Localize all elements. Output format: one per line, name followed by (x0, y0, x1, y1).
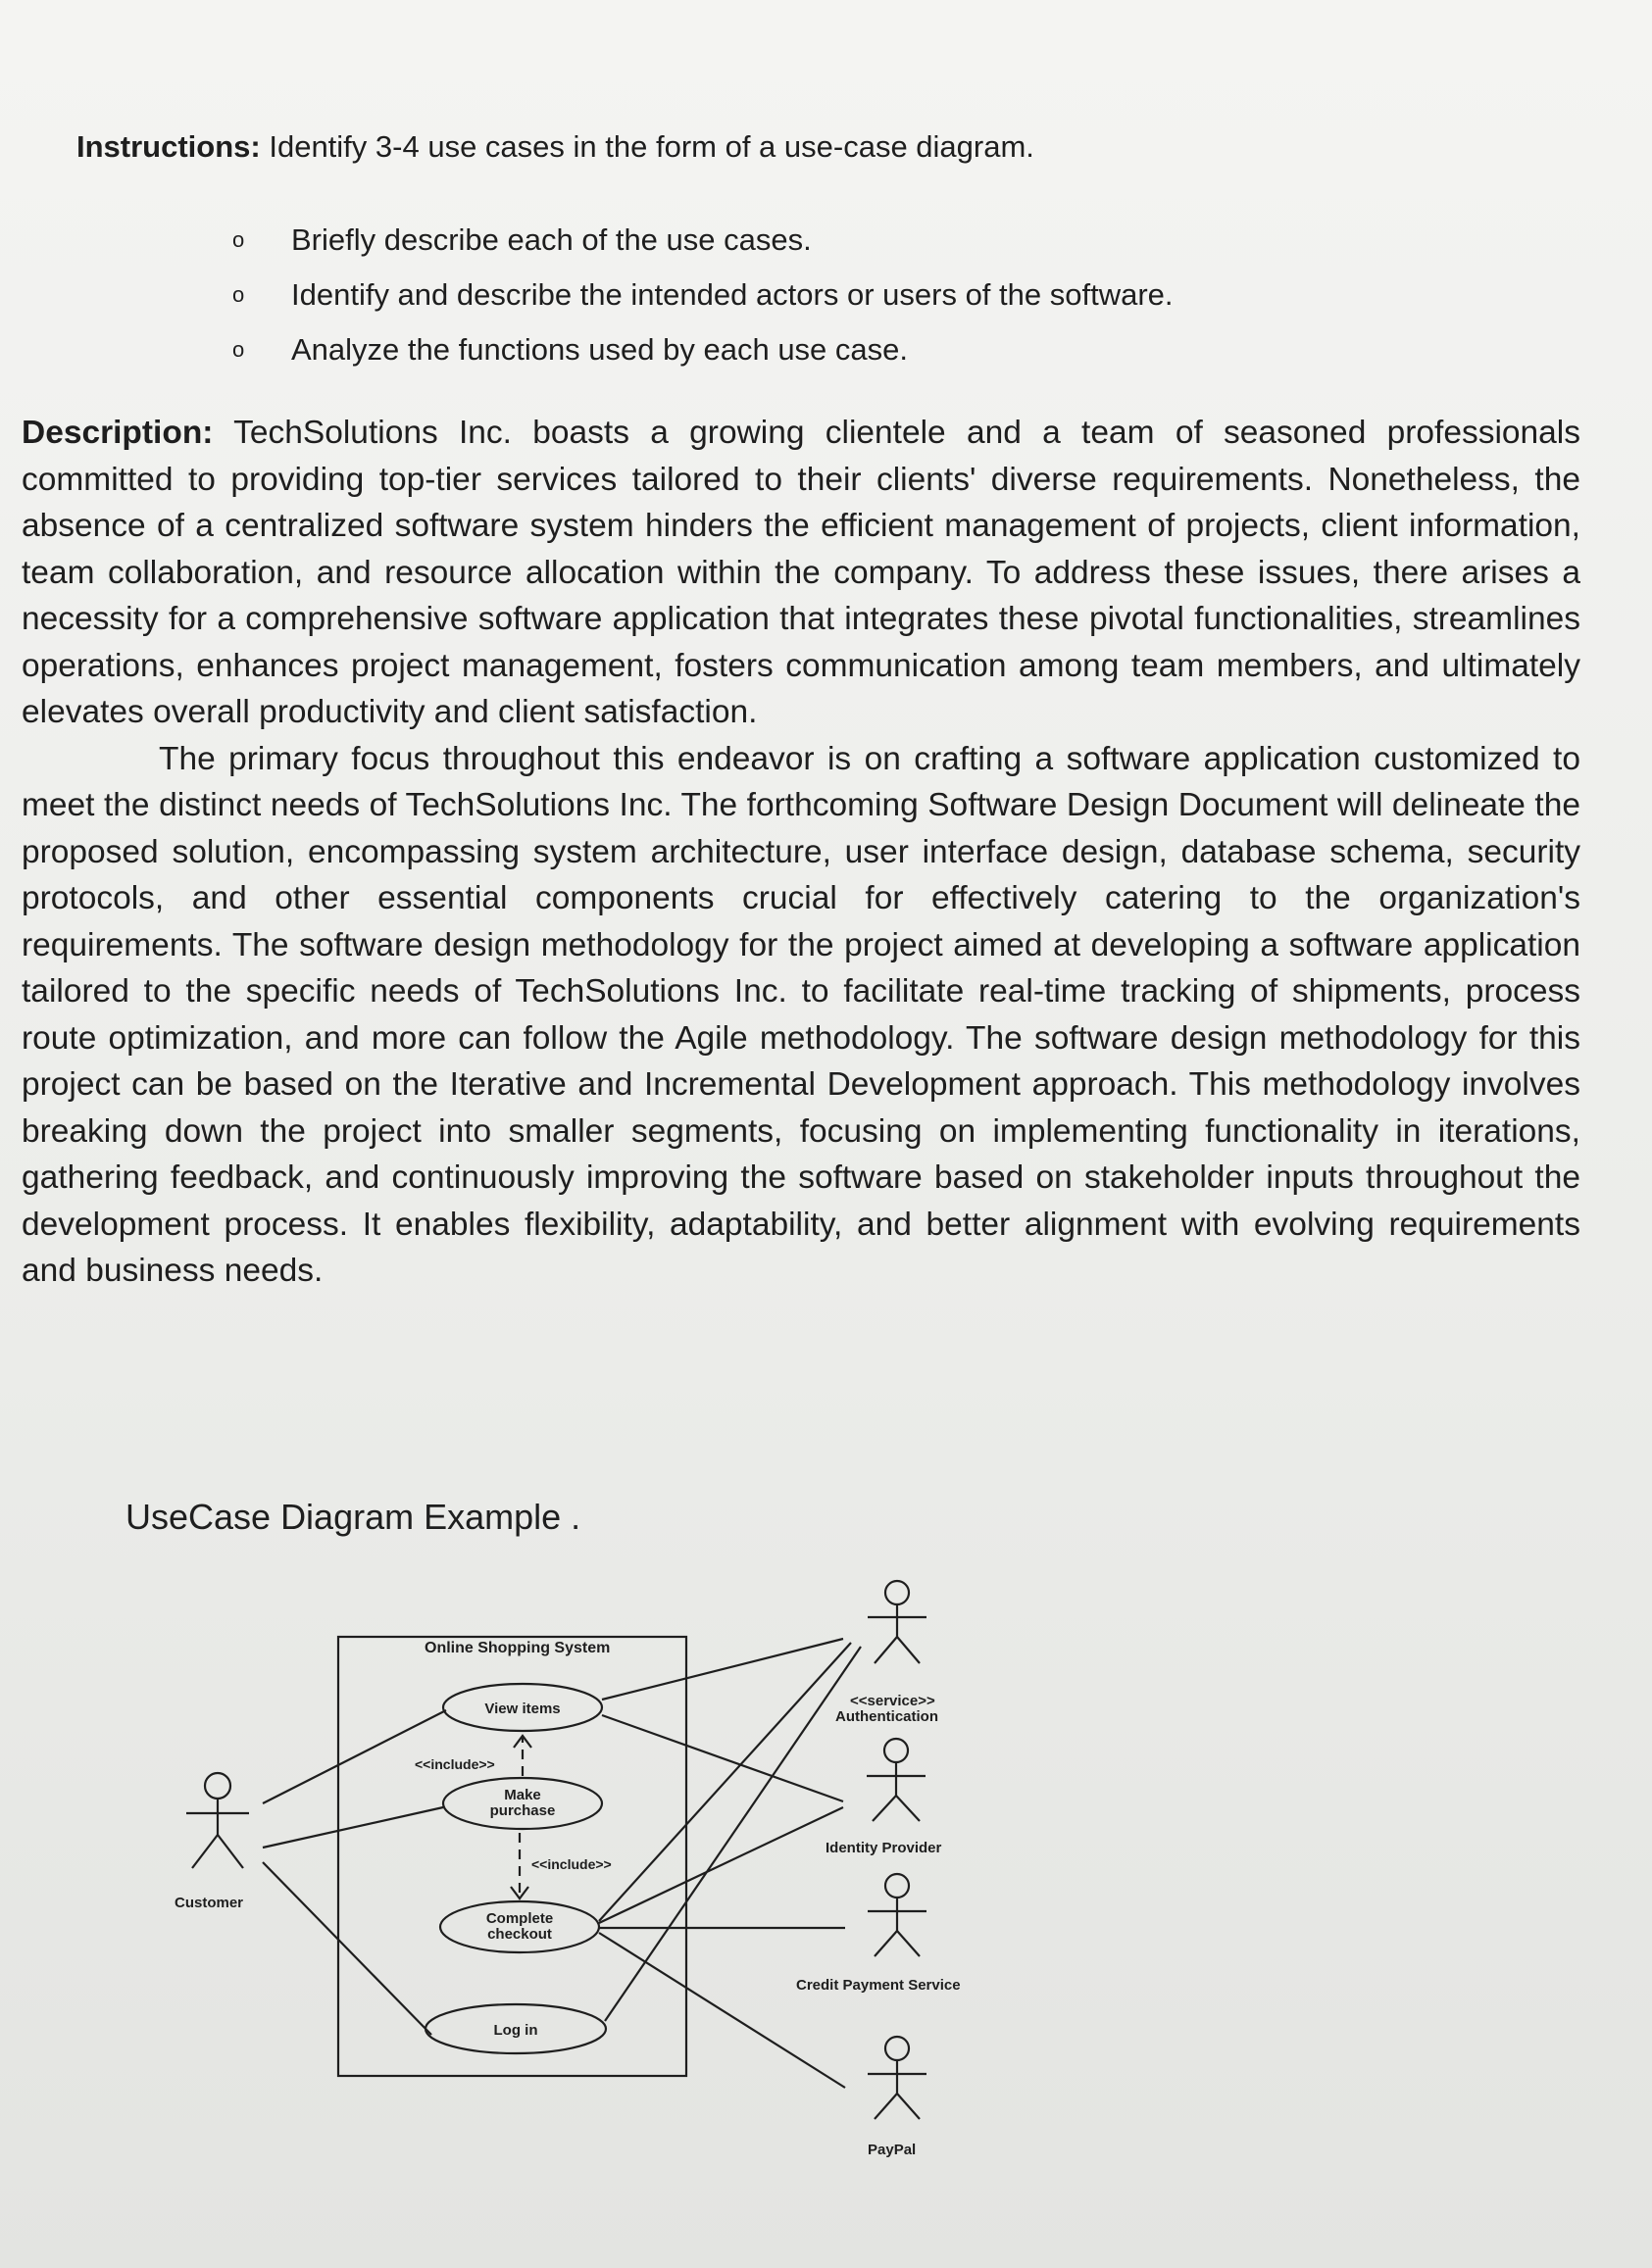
use-case-view-items-label: View items (484, 1701, 561, 1717)
list-item (232, 272, 1515, 327)
include-label-1: <<include>> (415, 1756, 495, 1772)
use-case-complete-checkout-label-2: checkout (487, 1926, 552, 1943)
description-paragraph-2: The primary focus throughout this endeavor is on crafting a software application customized to meet the distinct needs of TechSolutions Inc. The forthcoming Software Design Document will delineate the proposed solution, encompassing system architecture, user interface design, database schema, security protocols, and other essential components crucial for effectively catering to the organization's requirements. The software design methodology for the project aimed at developing a software application tailored to the specific needs of TechSolutions Inc. to facilitate real-time tracking of shipments, process route optimization, and more can follow the Agile methodology. The software design methodology for this project can be based on the Iterative and Incremental Development approach. This methodology involves breaking down the project into smaller segments, focusing on implementing functionality in iterations, gathering feedback, and continuously improving the software based on stakeholder inputs throughout the development process. It enables flexibility, adaptability, and better alignment with evolving requirements and business needs. (22, 740, 1580, 1289)
actor-identity-provider-icon (867, 1739, 926, 1821)
actor-identity-provider-label: Identity Provider (826, 1840, 942, 1856)
bullet-circle-icon: o (232, 337, 245, 362)
use-case-make-purchase-label-2: purchase (489, 1802, 556, 1819)
association-customer-log-in (263, 1862, 431, 2035)
actor-credit-payment-label: Credit Payment Service (796, 1977, 961, 1994)
association-customer-make-purchase (263, 1807, 443, 1848)
system-name: Online Shopping System (425, 1640, 611, 1656)
instructions-label: Instructions: (76, 129, 261, 164)
actor-authentication-icon (868, 1581, 926, 1663)
list-item (232, 218, 1515, 272)
bullet-circle-icon: o (232, 282, 245, 307)
instructions (76, 127, 1547, 167)
actor-customer-label: Customer (175, 1895, 244, 1911)
association-checkout-paypal (599, 1933, 845, 2088)
use-case-complete-checkout-label-1: Complete (485, 1910, 554, 1927)
diagram-heading: UseCase Diagram Example . (125, 1497, 581, 1537)
description-p1-text: TechSolutions Inc. boasts a growing clientele and a team of seasoned professionals committed to providing top-tier services tailored to their clients' diverse requirements. Nonetheless, the absence of a centralized software system hinders the efficient management of projects, client information, team collaboration, and resource allocation within the company. To address these issues, there arises a necessity for a comprehensive software application that integrates these pivotal functionalities, streamlines operations, enhances project management, fosters communication among team members, and ultimately elevates overall productivity and client satisfaction. (22, 415, 1580, 730)
bullet-text: Identify and describe the intended actors or users of the software. (291, 277, 1174, 312)
association-checkout-identity (599, 1807, 843, 1923)
association-log-in-authentication (605, 1647, 861, 2021)
use-case-make-purchase-label-1: Make (504, 1787, 541, 1803)
use-case-log-in-label: Log in (493, 2022, 538, 2039)
description-paragraph-1 (22, 410, 1580, 736)
actor-authentication-stereotype: <<service>> (850, 1693, 935, 1709)
use-case-diagram (147, 1568, 1059, 2176)
actor-credit-payment-icon (868, 1874, 926, 1956)
instruction-bullets (232, 218, 1515, 382)
association-checkout-authentication (599, 1643, 851, 1921)
bullet-circle-icon: o (232, 227, 245, 252)
description (22, 410, 1580, 1295)
include-label-2: <<include>> (531, 1856, 612, 1872)
actor-customer-icon (186, 1773, 249, 1868)
instructions-text: Identify 3-4 use cases in the form of a use-case diagram. (260, 129, 1034, 164)
description-label: Description: (22, 415, 214, 451)
association-view-items-identity (602, 1715, 843, 1801)
bullet-text: Analyze the functions used by each use case. (291, 332, 909, 367)
bullet-text: Briefly describe each of the use cases. (291, 222, 812, 257)
actor-paypal-label: PayPal (868, 2142, 917, 2158)
actor-authentication-label: Authentication (835, 1708, 938, 1725)
actor-paypal-icon (868, 2037, 926, 2119)
list-item (232, 327, 1515, 382)
